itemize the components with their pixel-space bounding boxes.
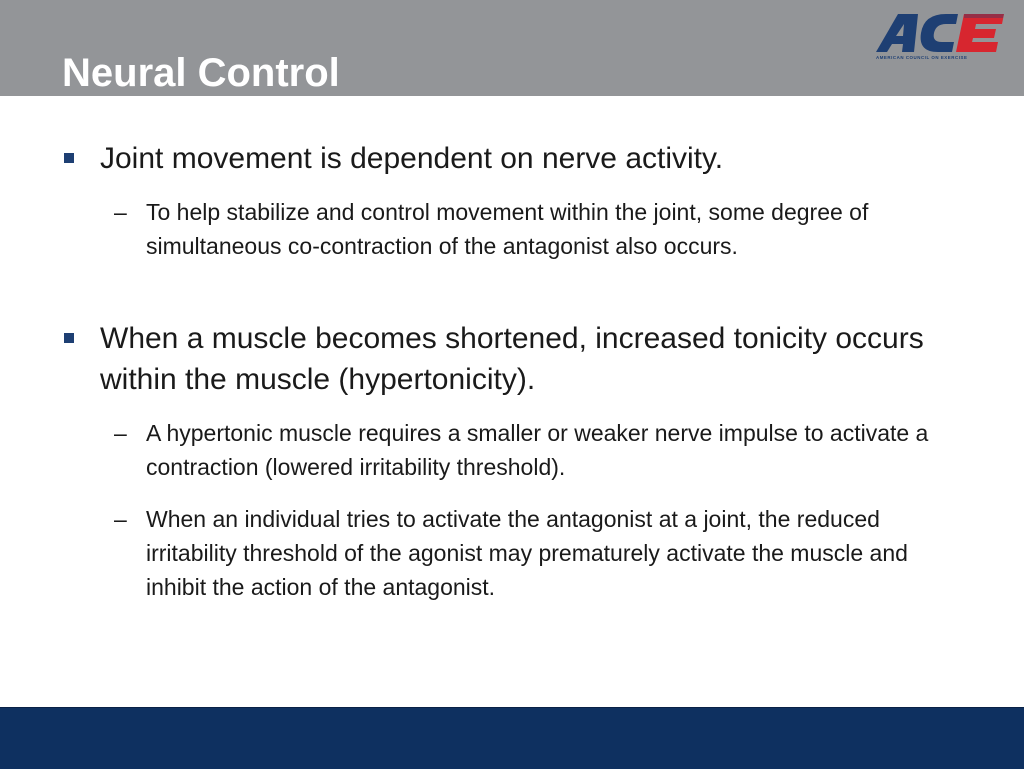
- subbullet-1-1: [114, 195, 966, 263]
- subbullet-2-1: [114, 416, 966, 484]
- bullet-2: [100, 318, 980, 400]
- subbullet-2-1-text: A hypertonic muscle requires a smaller or weaker nerve impulse to activate a contraction (lowered irritability threshold).: [146, 420, 929, 480]
- bullet-2-text: When a muscle becomes shortened, increased tonicity occurs within the muscle (hypertonicity).: [100, 322, 924, 396]
- slide-title: Neural Control: [62, 51, 340, 95]
- dash-marker: –: [114, 506, 127, 532]
- bullet-1-text: Joint movement is dependent on nerve activity.: [100, 142, 724, 175]
- dash-marker: –: [114, 420, 127, 446]
- subbullet-2-2: [114, 502, 966, 604]
- title-bar: [0, 0, 1024, 96]
- ace-logo-mark: [876, 14, 1004, 52]
- square-bullet-icon: [64, 153, 74, 163]
- footer-bar: [0, 707, 1024, 769]
- dash-marker: –: [114, 199, 127, 225]
- bullet-1: [100, 138, 980, 179]
- subbullet-1-1-text: To help stabilize and control movement within the joint, some degree of simultaneous co-contraction of the antagonist also occurs.: [146, 199, 869, 259]
- ace-logo-tagline: AMERICAN COUNCIL ON EXERCISE: [876, 55, 968, 60]
- subbullet-2-2-text: When an individual tries to activate the antagonist at a joint, the reduced irritability threshold of the agonist may prematurely activate the muscle and inhibit the action of the antagonist.: [146, 506, 908, 600]
- square-bullet-icon: [64, 333, 74, 343]
- ace-logo: [872, 8, 1018, 60]
